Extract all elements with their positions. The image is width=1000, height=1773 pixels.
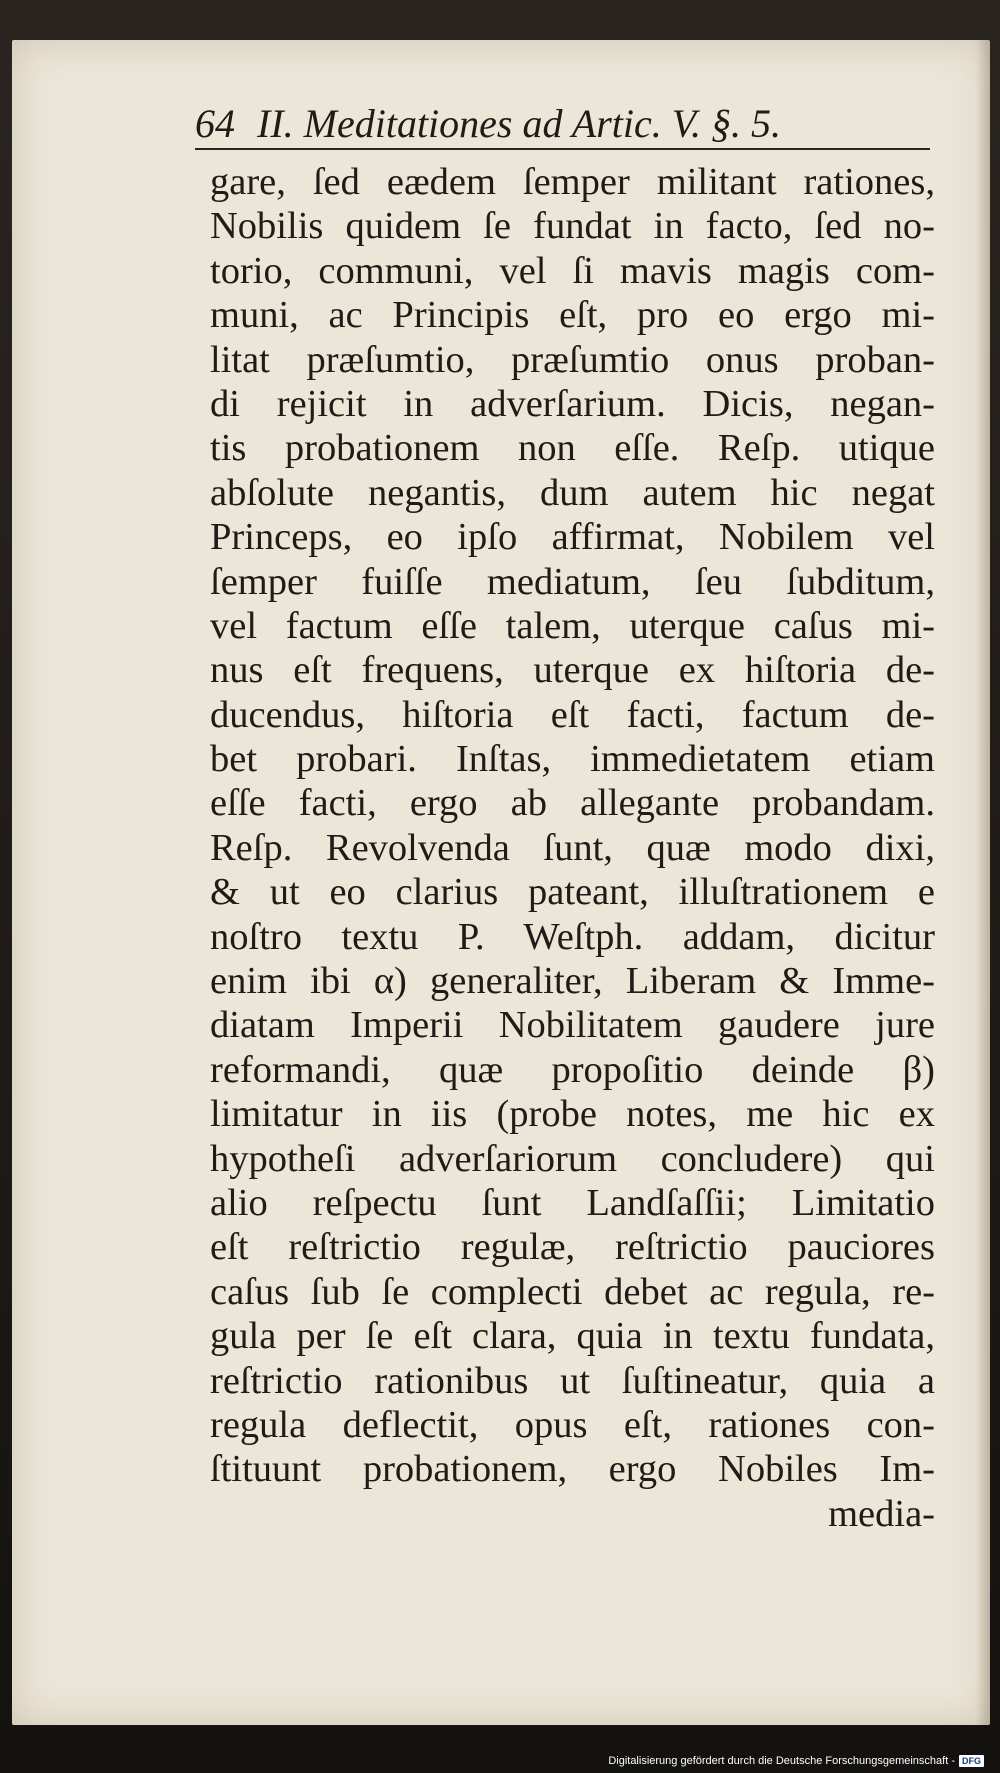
page-edge-shadow bbox=[976, 40, 990, 1725]
text-line: muni, ac Principis eſt, pro eo ergo mi- bbox=[210, 294, 935, 337]
running-head bbox=[195, 100, 930, 150]
dfg-logo-icon: DFG bbox=[959, 1755, 984, 1767]
text-line: Princeps, eo ipſo affirmat, Nobilem vel bbox=[210, 516, 935, 559]
text-line: Reſp. Revolvenda ſunt, quæ modo dixi, bbox=[210, 826, 935, 869]
text-line: reformandi, quæ propoſitio deinde β) bbox=[210, 1048, 935, 1091]
text-line: & ut eo clarius pateant, illuſtrationem e bbox=[210, 871, 935, 914]
text-line: abſolute negantis, dum autem hic negat bbox=[210, 471, 935, 514]
text-line: gula per ſe eſt clara, quia in textu fundata, bbox=[210, 1315, 935, 1358]
text-line: alio reſpectu ſunt Landſaſſii; Limitatio bbox=[210, 1181, 935, 1224]
catchword: media- bbox=[828, 1492, 935, 1535]
text-line: limitatur in iis (probe notes, me hic ex bbox=[210, 1093, 935, 1136]
text-line: gare, ſed eædem ſemper militant rationes, bbox=[210, 161, 935, 203]
text-line: diatam Imperii Nobilitatem gaudere jure bbox=[210, 1004, 935, 1047]
footer-credit: Digitalisierung gefördert durch die Deutsche Forschungsgemeinschaft - bbox=[608, 1755, 955, 1767]
text-line: ſemper fuiſſe mediatum, ſeu ſubditum, bbox=[210, 560, 935, 603]
text-line: hypotheſi adverſariorum concludere) qui bbox=[210, 1137, 935, 1180]
text-line: litat præſumtio, præſumtio onus proban- bbox=[210, 338, 935, 381]
body-text bbox=[210, 160, 935, 1536]
text-line: Nobilis quidem ſe fundat in facto, ſed no- bbox=[210, 205, 935, 248]
text-line: regula deflectit, opus eſt, rationes con- bbox=[210, 1403, 935, 1446]
text-line: ſtituunt probationem, ergo Nobiles Im- bbox=[210, 1448, 935, 1491]
running-title: II. Meditationes ad Artic. V. §. 5. bbox=[257, 101, 782, 146]
text-line: tis probationem non eſſe. Reſp. utique bbox=[210, 427, 935, 470]
page-number: 64 bbox=[195, 101, 235, 146]
text-line: torio, communi, vel ſi mavis magis com- bbox=[210, 249, 935, 292]
text-line: vel factum eſſe talem, uterque caſus mi- bbox=[210, 604, 935, 647]
text-line: reſtrictio rationibus ut ſuſtineatur, quia a bbox=[210, 1359, 935, 1402]
text-line: enim ibi α) generaliter, Liberam & Imme- bbox=[210, 960, 935, 1003]
text-line: ducendus, hiſtoria eſt facti, factum de- bbox=[210, 693, 935, 736]
text-line: eſſe facti, ergo ab allegante probandam. bbox=[210, 782, 935, 825]
text-line: bet probari. Inſtas, immedietatem etiam bbox=[210, 738, 935, 781]
text-line: di rejicit in adverſarium. Dicis, negan- bbox=[210, 382, 935, 425]
text-line: nus eſt frequens, uterque ex hiſtoria de- bbox=[210, 649, 935, 692]
text-line: eſt reſtrictio regulæ, reſtrictio pauciores bbox=[210, 1226, 935, 1269]
text-line: noſtro textu P. Weſtph. addam, dicitur bbox=[210, 915, 935, 958]
text-line: caſus ſub ſe complecti debet ac regula, re- bbox=[210, 1270, 935, 1313]
digitization-footer bbox=[608, 1755, 984, 1767]
